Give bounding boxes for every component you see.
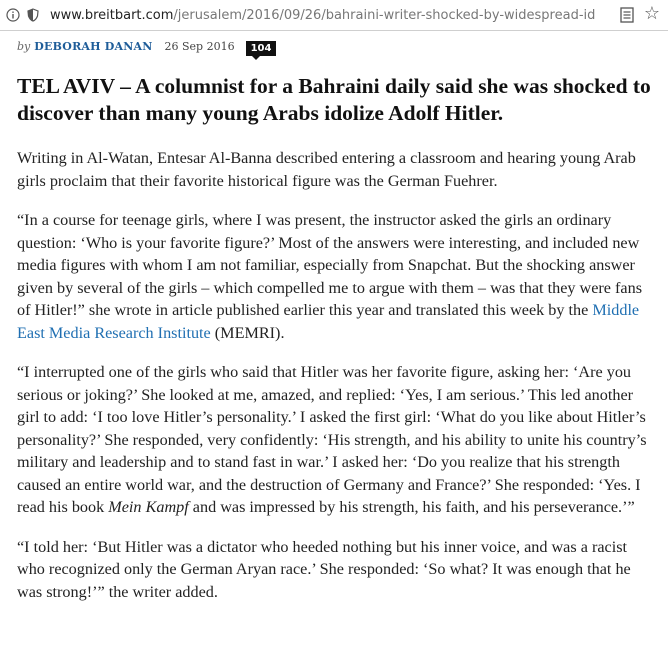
article-headline: TEL AVIV – A columnist for a Bahraini daily said she was shocked to discover than many young Arabs idolize Adolf Hitler. (17, 74, 651, 125)
publish-date: 26 Sep 2016 (164, 39, 235, 53)
memri-link[interactable]: Middle East Media Research Institute (17, 301, 640, 342)
url-text[interactable] (50, 7, 596, 23)
tracking-shield-icon[interactable] (26, 8, 40, 22)
byline-by: by (17, 39, 31, 53)
paragraph-2-end: (MEMRI). (210, 323, 285, 342)
address-bar[interactable] (0, 0, 668, 31)
byline (17, 31, 658, 61)
article (0, 31, 668, 603)
book-title: Mein Kampf (108, 498, 189, 516)
url-host: www.breitbart.com (50, 7, 174, 23)
paragraph-3-text: “I interrupted one of the girls who said that Hitler was her favorite figure, asking her: ‘Are you serious or joking?’ She looked at me, amazed, and replied: ‘Yes, I am serious.’ This led another girl to add: ‘I too love Hitler’s personality.’ I asked the first girl: ‘What do you like about Hitler’s personality?’ She responded, very confidently: ‘His strength, and his ability to unite his country’s military and leadership and to stand fast in war.’ I asked her: ‘Do you realize that his strength caused an entire world war, and the destruction of Germany and France?’ She responded: ‘Yes. I read his book (17, 363, 647, 516)
author-link[interactable]: DEBORAH DANAN (34, 39, 153, 53)
article-paragraph-4: “I told her: ‘But Hitler was a dictator who heeded nothing but his inner voice, and was a racist who recognized only the German Aryan race.’ She responded: ‘So what? It was enough that he was strong!’” the writer added. (17, 537, 631, 601)
article-paragraph-2 (17, 209, 658, 344)
article-paragraph-1: Writing in Al-Watan, Entesar Al-Banna described entering a classroom and hearing young Arab girls proclaim that their favorite historical figure was the German Fuehrer. (17, 149, 636, 190)
article-paragraph-3 (17, 361, 658, 519)
comment-count-badge[interactable]: 104 (246, 41, 277, 56)
url-path: /jerusalem/2016/09/26/bahraini-writer-shocked-by-widespread-id (173, 7, 596, 23)
paragraph-3-end: and was impressed by his strength, his faith, and his perseverance.’” (188, 498, 635, 516)
reader-view-icon[interactable] (620, 7, 634, 23)
bookmark-star-icon[interactable]: ☆ (643, 3, 660, 24)
paragraph-2-text: “In a course for teenage girls, where I was present, the instructor asked the girls an ordinary question: ‘Who is your favorite figure?’ Most of the answers were interesting, and included new media figures with whom I am not familiar, especially from Snapchat. But the shocking answer given by several of the girls – which compelled me to argue with them – was that they were fans of Hitler!” she wrote in article published earlier this year and translated this week by the (17, 211, 642, 319)
info-icon[interactable] (6, 8, 20, 22)
